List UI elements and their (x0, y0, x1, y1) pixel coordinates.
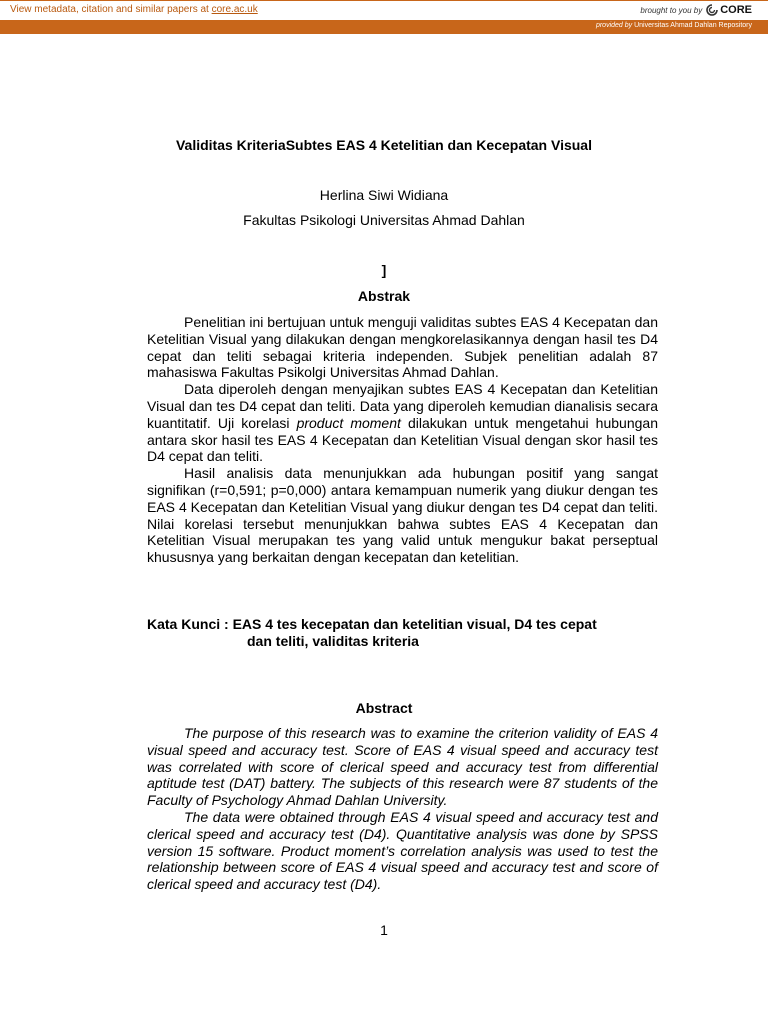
core-metadata-bar (0, 0, 768, 21)
keywords-line-2: dan teliti, validitas kriteria (247, 633, 419, 649)
core-provider-bar (0, 21, 768, 34)
keywords-line-1: EAS 4 tes kecepatan dan ketelitian visual, D4 tes cepat (232, 616, 597, 632)
abstrak-heading: Abstrak (357, 288, 411, 304)
author-affiliation: Fakultas Psikologi Universitas Ahmad Dahlan (243, 212, 525, 228)
abstrak-p2-italic: product moment (296, 414, 401, 431)
author-name: Herlina Siwi Widiana (319, 187, 449, 203)
abstrak-body (147, 314, 658, 566)
brought-by-text: brought to you by (640, 5, 703, 15)
core-link[interactable]: core.ac.uk (211, 4, 258, 15)
paper-title: Validitas KriteriaSubtes EAS 4 Ketelitian dan Kecepatan Visual (175, 137, 592, 153)
abstract-paragraph-2: The data were obtained through EAS 4 visual speed and accuracy test and clerical speed and accuracy test (D4). Quantitative analysis was done by SPSS version 15 software. Product moment’s correlation analysis was used to test the relationship between score of EAS 4 visual speed and accuracy test and score of clerical speed and accuracy test (D4). (147, 808, 658, 893)
brought-by (640, 4, 752, 16)
abstract-heading: Abstract (355, 700, 413, 716)
abstrak-paragraph-3: Hasil analisis data menunjukkan ada hubungan positif yang sangat signifikan (r=0,591; p=0,000) antara kemampuan numerik yang diukur dengan tes EAS 4 Kecepatan dan Ketelitian Visual yang diukur dengan tes D4 cepat dan teliti. Nilai korelasi tersebut menunjukkan bahwa subtes EAS 4 Kecepatan dan Ketelitian Visual merupakan tes yang valid untuk mengukur bakat perseptual khususnya yang berkaitan dengan kecepatan dan ketelitian. (147, 465, 658, 566)
core-logo-text: CORE (720, 4, 752, 16)
abstract-paragraph-1: The purpose of this research was to examine the criterion validity of EAS 4 visual speed and accuracy test. Score of EAS 4 visual speed and accuracy test was correlated with score of clerical speed and accuracy test from differential aptitude test (DAT) battery. The subjects of this research were 87 students of the Faculty of Psychology Ahmad Dahlan University. (147, 725, 658, 809)
core-logo[interactable] (706, 4, 752, 16)
core-logo-icon (706, 4, 718, 16)
abstrak-paragraph-2 (147, 381, 658, 465)
keywords-label: Kata Kunci : (147, 616, 233, 632)
metadata-text: View metadata, citation and similar papers at (10, 4, 212, 15)
abstrak-p2-text-b: dilakukan untuk mengetahui hubungan antara skor hasil tes EAS 4 Kecepatan dan Ketelitian Visual dengan skor hasil tes D4 cepat dan teliti. (147, 414, 658, 465)
repository-name[interactable]: Universitas Ahmad Dahlan Repository (634, 22, 752, 29)
provider-notice (596, 22, 752, 29)
metadata-notice (10, 4, 258, 15)
keywords (147, 616, 658, 650)
abstrak-paragraph-1: Penelitian ini bertujuan untuk menguji validitas subtes EAS 4 Kecepatan dan Ketelitian Visual yang dilakukan dengan mengkorelasikannya dengan hasil tes D4 cepat dan teliti sebagai kriteria independen. Subjek penelitian adalah 87 mahasiswa Fakultas Psikolgi Universitas Ahmad Dahlan. (147, 314, 658, 381)
abstract-body (147, 725, 658, 893)
stray-mark: ] (381, 262, 387, 278)
abstrak-p2-text-a: Data diperoleh dengan menyajikan subtes EAS 4 Kecepatan dan Ketelitian Visual dan tes D4 cepat dan teliti. Data yang diperoleh kemudian dianalisis secara kuantitatif. Uji korelasi (147, 381, 658, 431)
page-number: 1 (380, 922, 388, 938)
provided-by-text: provided by (595, 22, 633, 29)
